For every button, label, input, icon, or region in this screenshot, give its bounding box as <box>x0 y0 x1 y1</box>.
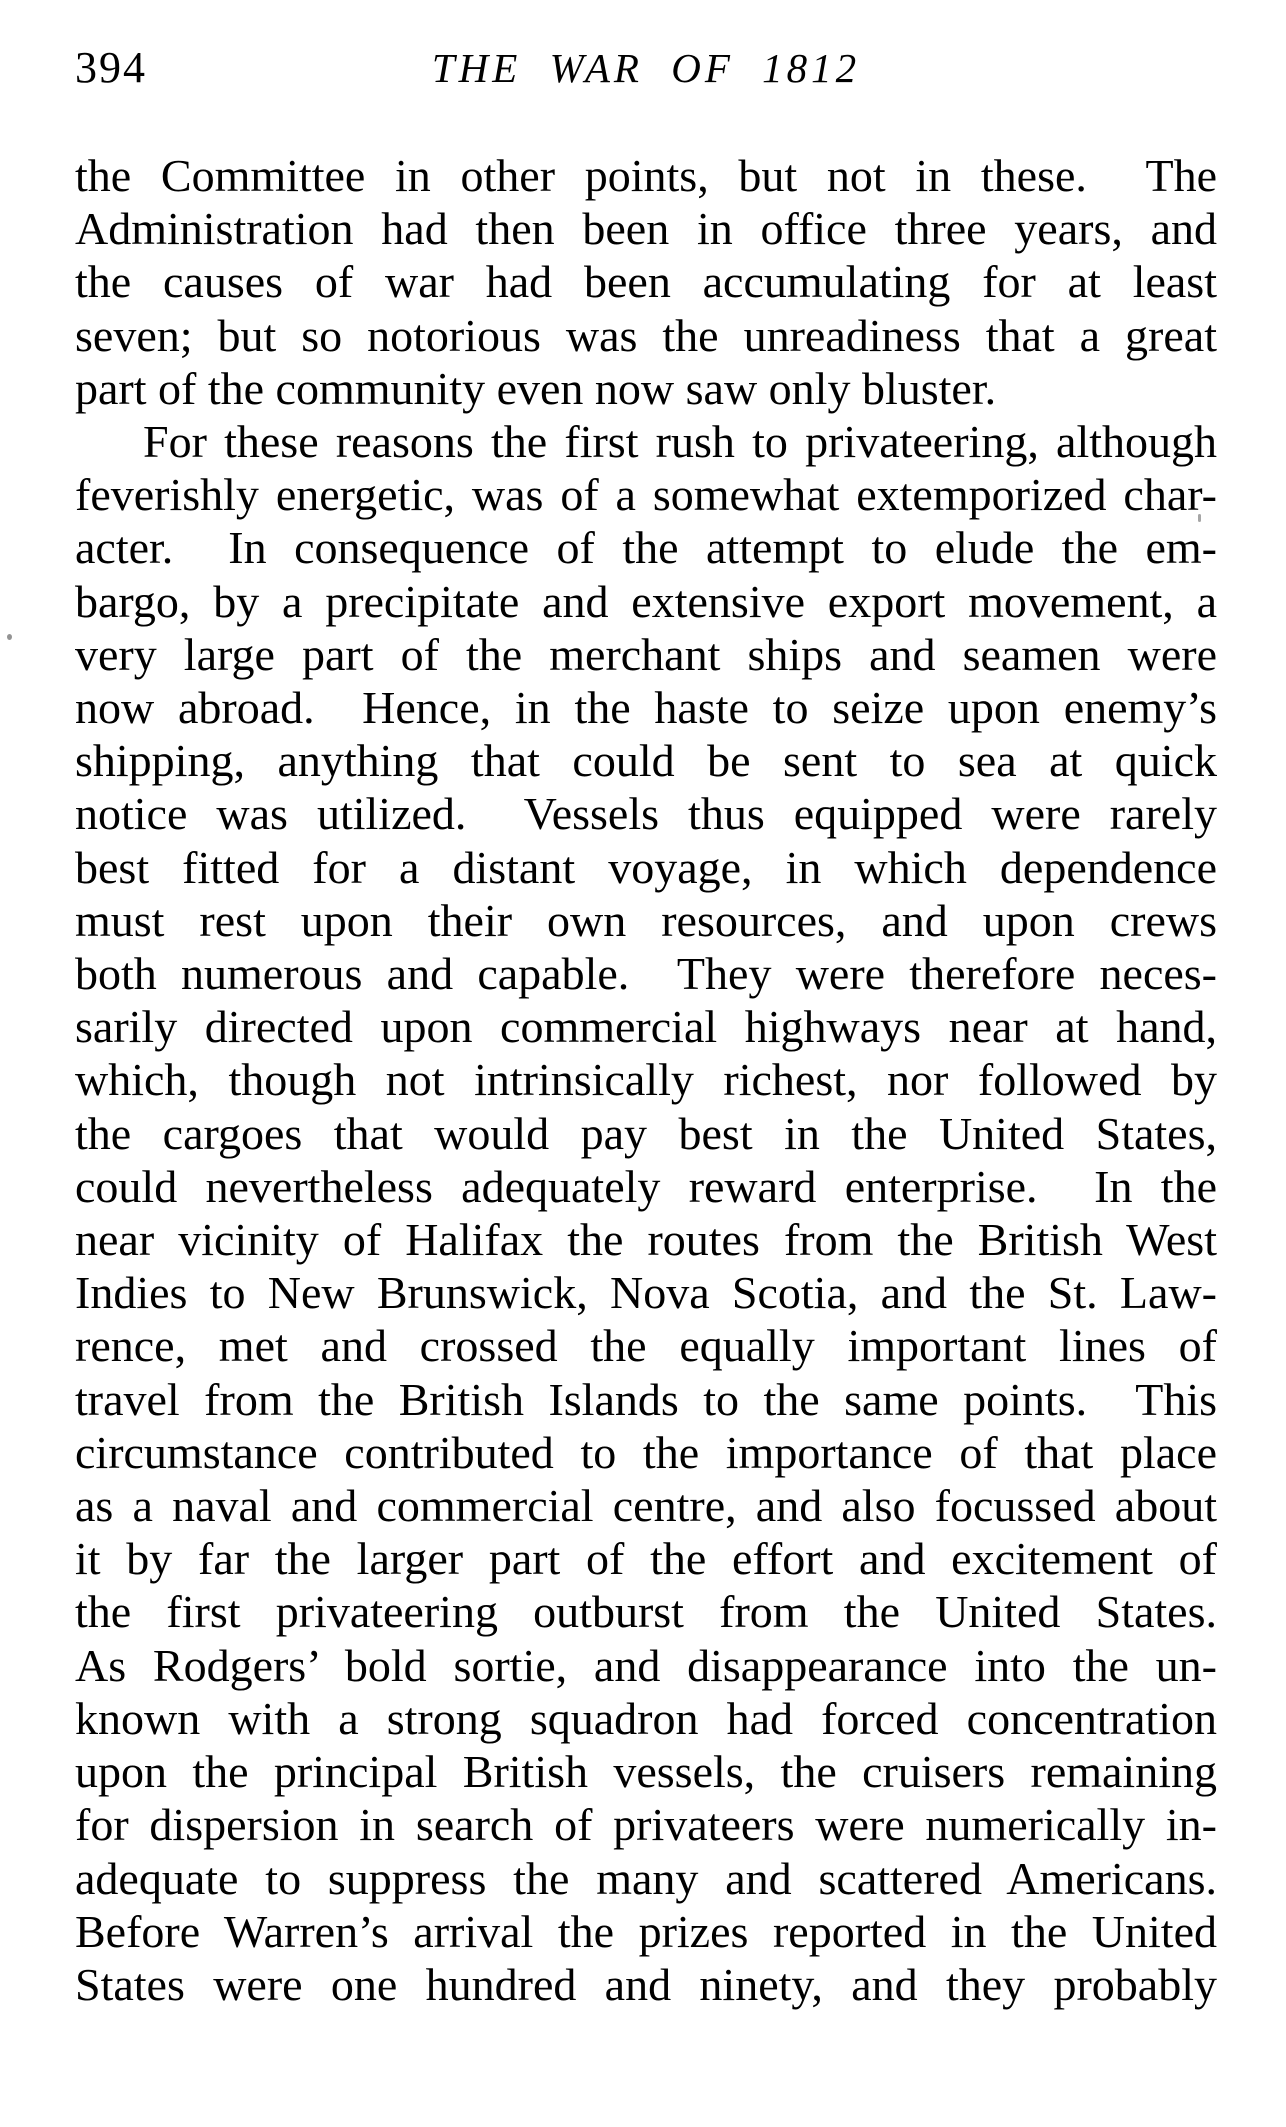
text-line: seven; but so notorious was the unreadiness that a great <box>75 309 1217 361</box>
text-line: rence, met and crossed the equally important lines of <box>75 1320 1217 1372</box>
text-line: the causes of war had been accumulating for at least <box>75 256 1217 308</box>
text-line: notice was utilized. Vessels thus equipped were rarely <box>75 788 1217 840</box>
text-line: near vicinity of Halifax the routes from the British West <box>75 1214 1217 1266</box>
running-title: THE WAR OF 1812 <box>431 45 861 91</box>
scan-speck <box>7 634 12 640</box>
text-line: For these reasons the first rush to privateering, although <box>143 416 1217 468</box>
text-line: part of the community even now saw only bluster. <box>75 362 997 414</box>
text-line: shipping, anything that could be sent to sea at quick <box>75 735 1217 787</box>
text-line: both numerous and capable. They were therefore neces- <box>75 948 1217 1000</box>
text-line: circumstance contributed to the importance of that place <box>75 1426 1217 1478</box>
text-line: travel from the British Islands to the same points. This <box>75 1373 1217 1425</box>
text-line: must rest upon their own resources, and upon crews <box>75 894 1217 946</box>
text-line: adequate to suppress the many and scattered Americans. <box>75 1852 1217 1904</box>
text-line: States were one hundred and ninety, and they probably <box>75 1958 1217 2010</box>
text-line: the Committee in other points, but not in these. The <box>75 150 1217 201</box>
text-line: Indies to New Brunswick, Nova Scotia, and the St. Law- <box>75 1267 1217 1319</box>
text-line: very large part of the merchant ships and seamen were <box>75 628 1217 680</box>
text-line: for dispersion in search of privateers were numerically in- <box>75 1799 1217 1851</box>
text-line: as a naval and commercial centre, and also focussed about <box>75 1480 1217 1532</box>
text-line: the first privateering outburst from the United States. <box>75 1586 1217 1638</box>
text-column <box>75 149 1217 2011</box>
text-line: best fitted for a distant voyage, in which dependence <box>75 841 1217 893</box>
text-line: could nevertheless adequately reward enterprise. In the <box>75 1160 1217 1212</box>
text-line: now abroad. Hence, in the haste to seize upon enemy’s <box>75 682 1217 734</box>
text-line: sarily directed upon commercial highways near at hand, <box>75 1001 1217 1053</box>
scan-speck <box>1198 514 1201 522</box>
text-line: upon the principal British vessels, the cruisers remaining <box>75 1746 1217 1798</box>
text-line: known with a strong squadron had forced concentration <box>75 1692 1217 1744</box>
text-line: it by far the larger part of the effort and excitement of <box>75 1533 1217 1585</box>
text-line: the cargoes that would pay best in the United States, <box>75 1107 1217 1159</box>
text-line: Administration had then been in office three years, and <box>75 203 1217 255</box>
text-line: bargo, by a precipitate and extensive export movement, a <box>75 575 1217 627</box>
text-line: Before Warren’s arrival the prizes reported in the United <box>75 1905 1217 1957</box>
page-number: 394 <box>75 43 147 92</box>
text-line: acter. In consequence of the attempt to elude the em- <box>75 522 1217 574</box>
text-line: As Rodgers’ bold sortie, and disappearance into the un- <box>75 1639 1217 1691</box>
page-header <box>75 43 1217 92</box>
text-line: which, though not intrinsically richest, nor followed by <box>75 1054 1217 1106</box>
text-line: feverishly energetic, was of a somewhat extemporized char- <box>75 469 1217 521</box>
